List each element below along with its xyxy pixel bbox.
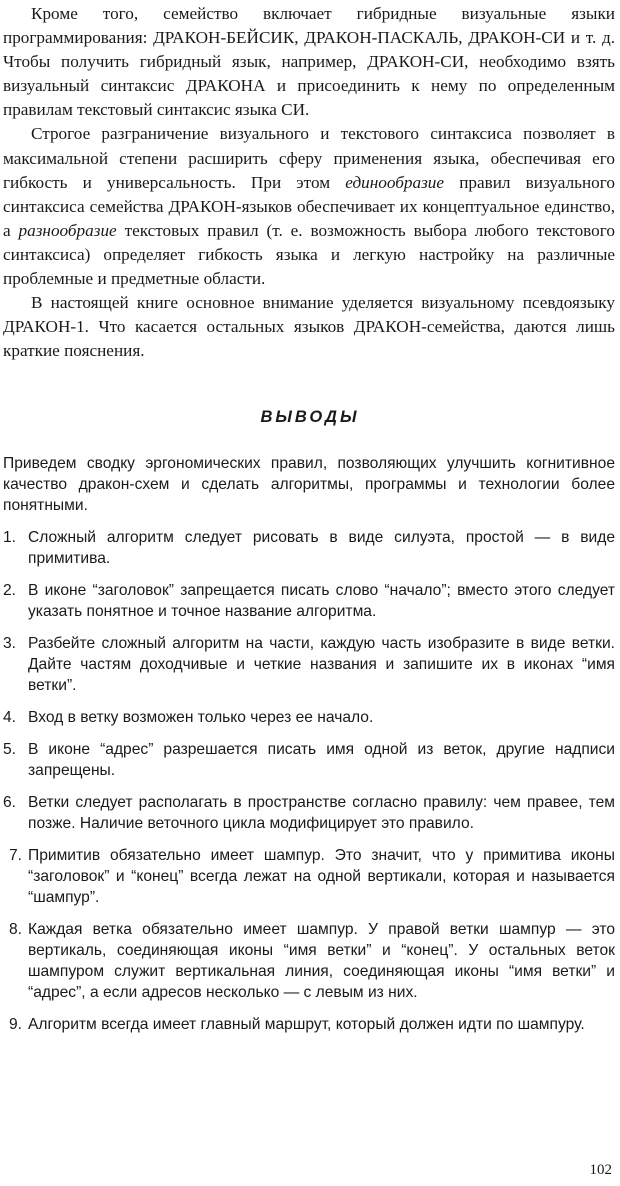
intro-p2-emphasis-uniformity: единообразие (345, 172, 445, 192)
rule-text: Алгоритм всегда имеет главный маршрут, который должен идти по шампуру. (28, 1016, 585, 1033)
rule-item (0, 527, 620, 569)
intro-p2-part-b: правил визуального синтаксиса семейства ДРАКОН-языков обеспечивает их концептуальное единство, а (3, 172, 615, 240)
rule-text: Вход в ветку возможен только через ее начало. (28, 709, 374, 726)
rule-text: Примитив обязательно имеет шампур. Это значит, что у примитива иконы “заголовок” и “конец” всегда лежат на одной вертикали, которая и называется “шампур”. (28, 847, 615, 906)
rule-number: 3. (3, 635, 17, 652)
intro-text (3, 2, 615, 363)
rule-number: 8. (9, 921, 23, 938)
rule-item (0, 1014, 620, 1035)
rule-number: 4. (3, 709, 17, 726)
rule-number: 9. (9, 1016, 23, 1033)
rule-text: В иконе “заголовок” запрещается писать слово “начало”; вместо этого следует указать понятное и точное название алгоритма. (28, 582, 615, 620)
intro-paragraph-1: Кроме того, семейство включает гибридные визуальные языки программирования: ДРАКОН-БЕЙСИК, ДРАКОН-ПАСКАЛЬ, ДРАКОН-СИ и т. д. Чтобы получить гибридный язык, например, ДРАКОН-СИ, необходимо взять визуальный синтаксис ДРАКОНА и присоединить к нему по определенным правилам текстовый синтаксис языка СИ. (3, 4, 615, 120)
intro-paragraph-2 (3, 122, 615, 291)
rule-number: 5. (3, 741, 17, 758)
rule-item (0, 845, 620, 908)
intro-p2-part-a: Строгое разграничение визуального и текстового синтаксиса позволяет в максимальной степени расширить сферу применения языка, обеспечивая его гибкость и универсальность. При этом (3, 124, 615, 192)
rule-item (0, 739, 620, 781)
rule-text: Ветки следует располагать в пространстве согласно правилу: чем правее, тем позже. Наличие веточного цикла модифицирует это правило. (28, 794, 615, 832)
rule-item (0, 707, 620, 728)
rule-item (0, 633, 620, 696)
rule-number: 1. (3, 529, 17, 546)
intro-p2-part-c: текстовых правил (т. е. возможность выбора любого текстового синтаксиса) определяет гибкость языка и легкую настройку на различные проблемные и предметные области. (3, 220, 615, 289)
rule-text: В иконе “адрес” разрешается писать имя одной из веток, другие надписи запрещены. (28, 741, 615, 779)
rule-text: Каждая ветка обязательно имеет шампур. У правой ветки шампур — это вертикаль, соединяющая иконы “имя ветки” и “конец”. У остальных веток шампуром служит вертикальная линия, соединяющая иконы “имя ветки” и “адрес”, а если адресов несколько — с левым из них. (28, 921, 615, 1001)
rule-number: 2. (3, 582, 17, 599)
rule-text: Сложный алгоритм следует рисовать в виде силуэта, простой — в виде примитива. (28, 529, 615, 567)
section-heading: ВЫВОДЫ (260, 408, 360, 426)
intro-paragraph-3: В настоящей книге основное внимание уделяется визуальному псевдоязыку ДРАКОН-1. Что касается остальных языков ДРАКОН-семейства, даются лишь краткие пояснения. (3, 293, 615, 361)
rule-number: 6. (3, 794, 17, 811)
page-number: 102 (589, 1162, 612, 1178)
summary-paragraph: Приведем сводку эргономических правил, позволяющих улучшить когнитивное качество дракон-схем и сделать алгоритмы, программы и технологии более понятными. (3, 455, 615, 514)
rule-item (0, 919, 620, 1003)
rule-item (0, 580, 620, 622)
rule-text: Разбейте сложный алгоритм на части, каждую часть изобразите в виде ветки. Дайте частям доходчивые и четкие названия и запишите их в иконах “имя ветки”. (28, 635, 615, 694)
rule-number: 7. (9, 847, 23, 864)
rule-item (0, 792, 620, 834)
rules-list (0, 527, 620, 1046)
intro-p2-emphasis-diversity: разнообразие (18, 220, 117, 240)
